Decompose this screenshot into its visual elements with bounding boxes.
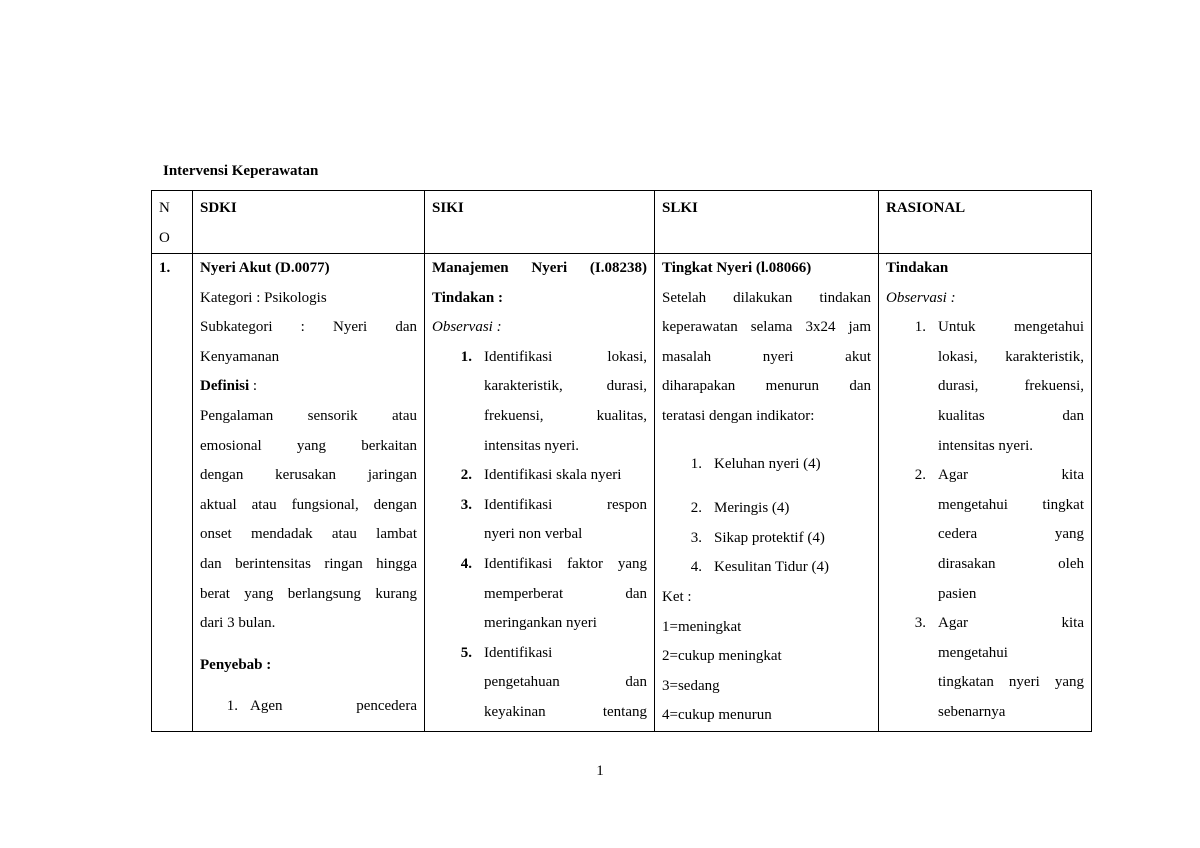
slki-heading: Tingkat Nyeri (l.08066) bbox=[662, 260, 812, 276]
siki-item: 3. Identifikasi respon nyeri non verbal bbox=[460, 496, 647, 543]
sdki-subkategori-cont: Kenyamanan bbox=[200, 348, 280, 365]
sdki-definisi-line: Pengalaman sensorik atau bbox=[200, 407, 417, 424]
slki-indikator: 3. Sikap protektif (4) bbox=[690, 529, 825, 546]
header-sdki: SDKI bbox=[193, 191, 425, 254]
sdki-penyebab-item: 1. Agen pencedera bbox=[226, 698, 417, 715]
document-title: Intervensi Keperawatan bbox=[163, 163, 319, 179]
table-header-row bbox=[152, 191, 1092, 254]
rasional-item: 2. Agar kita mengetahui tingkat cedera yang dirasakan oleh pasien bbox=[914, 467, 1084, 602]
intervention-table bbox=[151, 190, 1092, 732]
sdki-definisi-label: Definisi : bbox=[200, 378, 258, 395]
slki-indikator: 4. Kesulitan Tidur (4) bbox=[690, 559, 830, 576]
slki-intro-line: teratasi dengan indikator: bbox=[662, 407, 815, 424]
header-siki: SIKI bbox=[425, 191, 655, 254]
slki-indikator: 2. Meringis (4) bbox=[690, 500, 790, 517]
slki-cell bbox=[655, 254, 879, 732]
sdki-definisi-line: onset mendadak atau lambat bbox=[200, 526, 417, 543]
sdki-cell bbox=[193, 254, 425, 732]
slki-scale-item: 2=cukup meningkat bbox=[662, 648, 782, 665]
siki-heading: Manajemen Nyeri (I.08238) bbox=[432, 260, 647, 276]
siki-cell bbox=[425, 254, 655, 732]
slki-intro-line: masalah nyeri akut bbox=[662, 348, 871, 365]
row-number: 1. bbox=[152, 254, 193, 732]
sdki-definisi-line: dan berintensitas ringan hingga bbox=[200, 555, 417, 572]
sdki-heading: Nyeri Akut (D.0077) bbox=[200, 260, 330, 276]
slki-intro-line: keperawatan selama 3x24 jam bbox=[662, 319, 871, 336]
slki-scale-item: 1=meningkat bbox=[662, 618, 742, 635]
slki-scale-item: 4=cukup menurun bbox=[662, 707, 772, 724]
siki-item: 2. Identifikasi skala nyeri bbox=[460, 467, 622, 484]
rasional-cell bbox=[879, 254, 1092, 732]
sdki-subkategori: Subkategori : Nyeri dan bbox=[200, 319, 417, 336]
siki-observasi: Observasi : bbox=[432, 319, 502, 336]
header-slki: SLKI bbox=[655, 191, 879, 254]
sdki-definisi-line: berat yang berlangsung kurang bbox=[200, 585, 417, 602]
sdki-definisi-line: dari 3 bulan. bbox=[200, 615, 276, 632]
header-no: N O bbox=[152, 191, 193, 254]
slki-intro-line: diharapakan menurun dan bbox=[662, 378, 871, 395]
sdki-definisi-line: emosional yang berkaitan bbox=[200, 437, 417, 454]
rasional-item: 1. Untuk mengetahui lokasi, karakteristik, durasi, frekuensi, kualitas dan intensitas nyeri. bbox=[914, 319, 1084, 454]
slki-intro-line: Setelah dilakukan tindakan bbox=[662, 289, 871, 306]
header-rasional: RASIONAL bbox=[879, 191, 1092, 254]
slki-indikator: 1. Keluhan nyeri (4) bbox=[690, 455, 821, 472]
slki-scale-item: 3=sedang bbox=[662, 677, 720, 694]
sdki-definisi-line: aktual atau fungsional, dengan bbox=[200, 496, 417, 513]
rasional-heading: Tindakan bbox=[886, 260, 949, 276]
page-number: 1 bbox=[596, 763, 604, 779]
siki-item: 1. Identifikasi lokasi, karakteristik, durasi, frekuensi, kualitas, intensitas nyeri. bbox=[460, 348, 647, 454]
rasional-observasi: Observasi : bbox=[886, 289, 956, 306]
table-row bbox=[152, 254, 1092, 732]
sdki-kategori: Kategori : Psikologis bbox=[200, 289, 327, 306]
rasional-item: 3. Agar kita mengetahui tingkatan nyeri yang sebenarnya bbox=[914, 615, 1084, 720]
siki-item: 4. Identifikasi faktor yang memperberat dan meringankan nyeri bbox=[460, 555, 647, 632]
sdki-definisi-line: dengan kerusakan jaringan bbox=[200, 467, 417, 484]
slki-ket: Ket : bbox=[662, 588, 692, 605]
siki-tindakan: Tindakan : bbox=[432, 289, 504, 306]
sdki-penyebab: Penyebab : bbox=[200, 656, 272, 673]
siki-item: 5. Identifikasi pengetahuan dan keyakinan tentang bbox=[460, 644, 647, 720]
